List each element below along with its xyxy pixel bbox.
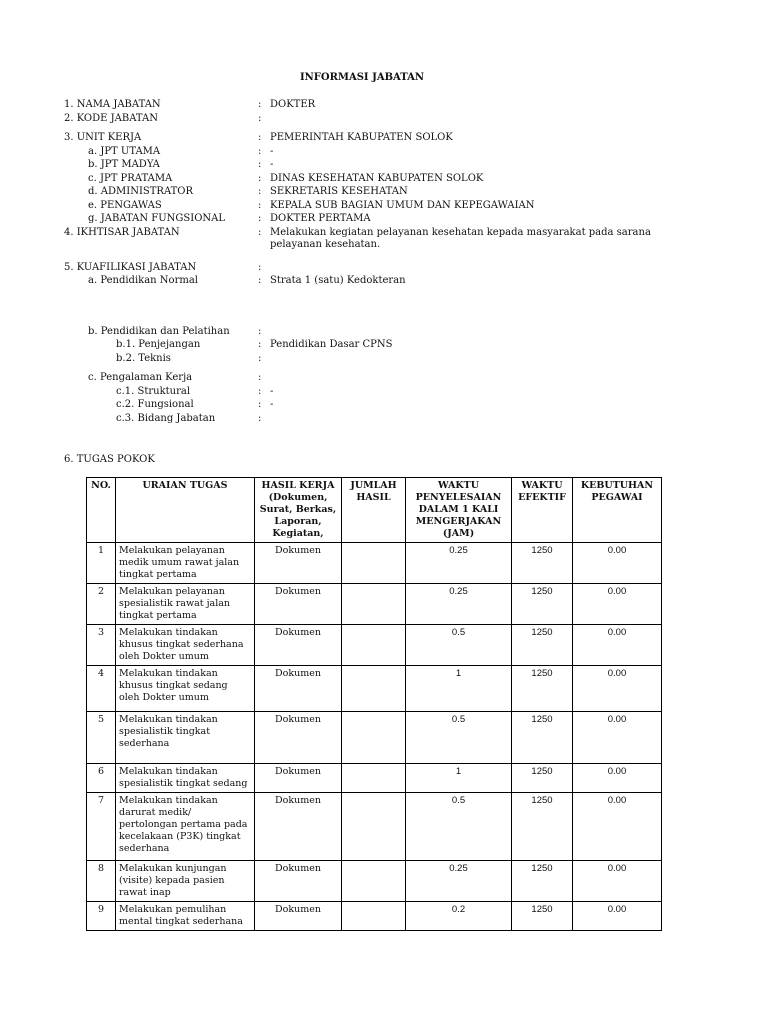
info-row — [64, 412, 684, 426]
task-no: 2 — [87, 584, 116, 625]
table-row — [87, 861, 662, 902]
info-row — [64, 145, 684, 159]
header-hasil: HASIL KERJA (Dokumen, Surat, Berkas, Laporan, Kegiatan, — [255, 478, 342, 543]
document-title: INFORMASI JABATAN — [299, 72, 425, 83]
task-amount — [342, 543, 406, 584]
info-colon: : — [258, 159, 262, 170]
task-need: 0.00 — [573, 625, 662, 666]
task-effective: 1250 — [512, 625, 573, 666]
task-result: Dokumen — [255, 764, 342, 793]
task-need: 0.00 — [573, 584, 662, 625]
task-effective: 1250 — [512, 902, 573, 931]
task-amount — [342, 793, 406, 861]
info-colon: : — [258, 186, 262, 197]
task-amount — [342, 712, 406, 764]
info-row — [64, 199, 684, 213]
header-waktu: WAKTU PENYELESAIAN DALAM 1 KALI MENGERJAKAN (JAM) — [406, 478, 512, 543]
task-effective: 1250 — [512, 861, 573, 902]
info-value: Strata 1 (satu) Kedokteran — [270, 275, 406, 286]
task-effective: 1250 — [512, 584, 573, 625]
task-result: Dokumen — [255, 793, 342, 861]
info-value: Pendidikan Dasar CPNS — [270, 339, 393, 350]
info-value: - — [270, 385, 274, 397]
info-value: SEKRETARIS KESEHATAN — [270, 186, 408, 197]
info-label: c.1. Struktural — [116, 385, 191, 397]
task-result: Dokumen — [255, 543, 342, 584]
info-label: 2. KODE JABATAN — [64, 112, 158, 124]
task-need: 0.00 — [573, 793, 662, 861]
task-description: Melakukan tindakan spesialistik tingkat sederhana — [116, 712, 255, 764]
job-info-list — [64, 98, 684, 425]
task-effective: 1250 — [512, 543, 573, 584]
header-no: NO. — [87, 478, 116, 543]
task-description: Melakukan tindakan khusus tingkat sederhana oleh Dokter umum — [116, 625, 255, 666]
tasks-table — [86, 477, 662, 931]
task-description: Melakukan tindakan khusus tingkat sedang oleh Dokter umum — [116, 666, 255, 712]
task-time: 0.25 — [406, 861, 512, 902]
task-result: Dokumen — [255, 902, 342, 931]
header-efektif: WAKTU EFEKTIF — [512, 478, 573, 543]
task-result: Dokumen — [255, 584, 342, 625]
task-time: 1 — [406, 764, 512, 793]
task-time: 0.5 — [406, 625, 512, 666]
info-label: b. Pendidikan dan Pelatihan — [88, 325, 230, 337]
info-row — [64, 398, 684, 412]
info-row — [64, 112, 684, 126]
info-row — [64, 325, 684, 339]
table-row — [87, 712, 662, 764]
info-row — [64, 226, 684, 253]
info-row — [64, 172, 684, 186]
task-time: 0.25 — [406, 543, 512, 584]
info-row — [64, 338, 684, 352]
info-colon: : — [258, 172, 262, 184]
info-label: c. JPT PRATAMA — [88, 172, 173, 184]
task-need: 0.00 — [573, 712, 662, 764]
info-colon: : — [258, 261, 262, 273]
table-row — [87, 793, 662, 861]
info-label: 4. IKHTISAR JABATAN — [64, 226, 180, 238]
info-value: DOKTER PERTAMA — [270, 213, 371, 224]
info-colon: : — [258, 385, 262, 397]
info-value: KEPALA SUB BAGIAN UMUM DAN KEPEGAWAIAN — [270, 199, 535, 211]
task-no: 9 — [87, 902, 116, 931]
info-label: b.1. Penjejangan — [116, 339, 201, 350]
task-time: 0.5 — [406, 793, 512, 861]
info-row — [64, 385, 684, 399]
task-result: Dokumen — [255, 666, 342, 712]
info-row — [64, 274, 684, 288]
info-colon: : — [258, 199, 262, 211]
task-effective: 1250 — [512, 712, 573, 764]
section-tugas-pokok: 6. TUGAS POKOK — [64, 454, 155, 465]
header-uraian: URAIAN TUGAS — [116, 478, 255, 543]
table-row — [87, 764, 662, 793]
task-time: 1 — [406, 666, 512, 712]
task-no: 8 — [87, 861, 116, 902]
task-amount — [342, 625, 406, 666]
info-label: b.2. Teknis — [116, 352, 171, 364]
header-jumlah: JUMLAH HASIL — [342, 478, 406, 543]
task-amount — [342, 861, 406, 902]
info-label: a. JPT UTAMA — [88, 145, 161, 157]
info-label: d. ADMINISTRATOR — [88, 186, 194, 197]
info-label: 3. UNIT KERJA — [64, 132, 142, 143]
info-label: c. Pengalaman Kerja — [88, 372, 193, 383]
info-label: c.2. Fungsional — [116, 399, 194, 410]
info-colon: : — [258, 372, 262, 383]
task-description: Melakukan kunjungan (visite) kepada pasien rawat inap — [116, 861, 255, 902]
info-value: PEMERINTAH KABUPATEN SOLOK — [270, 132, 453, 143]
info-value: - — [270, 145, 274, 157]
task-need: 0.00 — [573, 764, 662, 793]
task-time: 0.25 — [406, 584, 512, 625]
task-description: Melakukan pelayanan spesialistik rawat jalan tingkat pertama — [116, 584, 255, 625]
info-row — [64, 185, 684, 199]
info-colon: : — [258, 399, 262, 410]
info-colon: : — [258, 325, 262, 337]
info-colon: : — [258, 412, 262, 424]
info-colon: : — [258, 145, 262, 157]
info-row — [64, 261, 684, 275]
info-colon: : — [258, 352, 262, 364]
task-amount — [342, 666, 406, 712]
info-colon: : — [258, 226, 262, 238]
task-no: 3 — [87, 625, 116, 666]
info-value: Melakukan kegiatan pelayanan kesehatan kepada masyarakat pada sarana pelayanan kesehatan. — [270, 226, 651, 250]
task-need: 0.00 — [573, 666, 662, 712]
task-amount — [342, 764, 406, 793]
task-no: 1 — [87, 543, 116, 584]
info-label: c.3. Bidang Jabatan — [116, 412, 216, 424]
info-colon: : — [258, 339, 262, 350]
info-colon: : — [258, 132, 262, 143]
info-colon: : — [258, 213, 262, 224]
task-result: Dokumen — [255, 861, 342, 902]
info-row — [64, 371, 684, 385]
task-description: Melakukan pelayanan medik umum rawat jalan tingkat pertama — [116, 543, 255, 584]
task-time: 0.5 — [406, 712, 512, 764]
task-description: Melakukan tindakan darurat medik/ pertolongan pertama pada kecelakaan (P3K) tingkat sederhana — [116, 793, 255, 861]
info-value: DOKTER — [270, 99, 316, 110]
task-effective: 1250 — [512, 764, 573, 793]
info-row — [64, 212, 684, 226]
info-label: 1. NAMA JABATAN — [64, 99, 161, 110]
task-effective: 1250 — [512, 793, 573, 861]
info-row — [64, 158, 684, 172]
info-value: - — [270, 159, 274, 170]
info-label: e. PENGAWAS — [88, 199, 162, 211]
task-no: 4 — [87, 666, 116, 712]
task-effective: 1250 — [512, 666, 573, 712]
table-row — [87, 666, 662, 712]
task-no: 5 — [87, 712, 116, 764]
table-header-row — [87, 478, 662, 543]
table-row — [87, 625, 662, 666]
info-colon: : — [258, 112, 262, 124]
info-colon: : — [258, 99, 262, 110]
info-colon: : — [258, 275, 262, 286]
task-no: 7 — [87, 793, 116, 861]
task-amount — [342, 902, 406, 931]
info-label: a. Pendidikan Normal — [88, 275, 198, 286]
task-need: 0.00 — [573, 543, 662, 584]
info-value: - — [270, 399, 274, 410]
task-result: Dokumen — [255, 625, 342, 666]
info-label: 5. KUAFILIKASI JABATAN — [64, 261, 197, 273]
info-label: b. JPT MADYA — [88, 159, 160, 170]
header-kebutuhan: KEBUTUHAN PEGAWAI — [573, 478, 662, 543]
task-need: 0.00 — [573, 861, 662, 902]
info-row — [64, 98, 684, 112]
table-row — [87, 543, 662, 584]
task-description: Melakukan tindakan spesialistik tingkat sedang — [116, 764, 255, 793]
table-row — [87, 584, 662, 625]
task-time: 0.2 — [406, 902, 512, 931]
info-row — [64, 131, 684, 145]
table-row — [87, 902, 662, 931]
info-row — [64, 352, 684, 366]
task-result: Dokumen — [255, 712, 342, 764]
task-need: 0.00 — [573, 902, 662, 931]
task-description: Melakukan pemulihan mental tingkat sederhana — [116, 902, 255, 931]
info-value: DINAS KESEHATAN KABUPATEN SOLOK — [270, 172, 484, 184]
info-label: g. JABATAN FUNGSIONAL — [88, 213, 226, 224]
task-no: 6 — [87, 764, 116, 793]
task-amount — [342, 584, 406, 625]
